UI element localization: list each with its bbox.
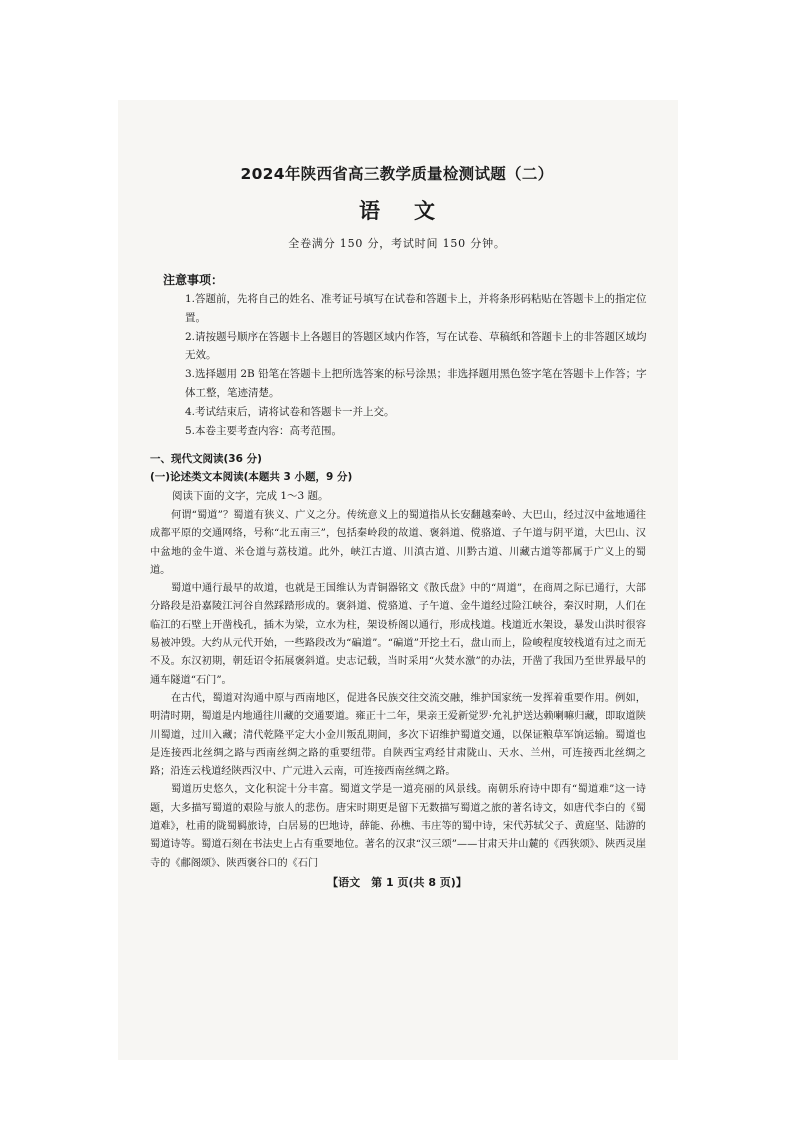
passage (150, 507, 646, 873)
passage-paragraph: 在古代，蜀道对沟通中原与西南地区，促进各民族交往交流交融，维护国家统一发挥着重要作用。例如，明清时期，蜀道是内地通往川藏的交通要道。雍正十二年，果亲王爱新觉罗·允礼护送达赖喇嘛归藏，即取道陕川蜀道，过川入藏；清代乾隆平定大小金川叛乱期间，多次下诏维护蜀道交通，以保证粮草军饷运输。蜀道也是连接西北丝绸之路与西南丝绸之路的重要纽带。自陕西宝鸡经甘肃陇山、天水、兰州，可连接西北丝绸之路；沿连云栈道经陕西汉中、广元进入云南，可连接西南丝绸之路。 (150, 692, 646, 778)
notice-item: 3.选择题用 2B 铅笔在答题卡上把所选答案的标号涂黑；非选择题用黑色签字笔在答题卡上作答；字体工整，笔迹清楚。 (185, 368, 647, 399)
exam-title: 2024年陕西省高三教学质量检测试题（二） (240, 165, 554, 183)
score-line: 全卷满分 150 分，考试时间 150 分钟。 (288, 237, 506, 250)
notice-item: 2.请按题号顺序在答题卡上各题目的答题区域内作答，写在试卷、草稿纸和答题卡上的非答题区域均无效。 (185, 330, 647, 361)
notice-item: 1.答题前，先将自己的姓名、准考证号填写在试卷和答题卡上，并将条形码粘贴在答题卡上的指定位置。 (185, 293, 647, 324)
notice-heading: 注意事项： (163, 273, 224, 287)
passage-paragraph: 蜀道历史悠久，文化积淀十分丰富。蜀道文学是一道亮丽的风景线。南朝乐府诗中即有“蜀道难”这一诗题，大多描写蜀道的艰险与旅人的悲伤。唐宋时期更是留下无数描写蜀道之旅的著名诗文，如唐代李白的《蜀道难》，杜甫的陇蜀羁旅诗，白居易的巴地诗，薛能、孙樵、韦庄等的蜀中诗，宋代苏轼父子、黄庭坚、陆游的蜀道诗等。蜀道石刻在书法史上占有重要地位。著名的汉隶“汉三颂”——甘肃天井山麓的《西狭颂》、陕西灵崖寺的《郙阁颂》、陕西褒谷口的《石门 (150, 784, 646, 869)
section-heading: 一、现代文阅读(36 分) (150, 453, 262, 465)
reading-instruction: 阅读下面的文字，完成 1～3 题。 (172, 490, 329, 502)
notice-item: 5.本卷主要考查内容：高考范围。 (185, 424, 343, 437)
page-footer: 【语文 第 1 页(共 8 页)】 (327, 876, 467, 889)
notice-list (185, 290, 647, 441)
notice-item: 4.考试结束后，请将试卷和答题卡一并上交。 (185, 405, 395, 418)
section-subheading: (一)论述类文本阅读(本题共 3 小题，9 分) (150, 471, 353, 483)
passage-paragraph: 何谓“蜀道”？蜀道有狭义、广义之分。传统意义上的蜀道指从长安翻越秦岭、大巴山，经过汉中盆地通往成都平原的交通网络，号称“北五南三”，包括秦岭段的故道、褒斜道、傥骆道、子午道与阴平道，大巴山、汉中盆地的金牛道、米仓道与荔枝道。此外，峡江古道、川滇古道、川黔古道、川藏古道等都属于广义上的蜀道。 (150, 510, 646, 576)
subject-title: 语文 (359, 199, 469, 223)
passage-paragraph: 蜀道中通行最早的故道，也就是王国维认为青铜器铭文《散氏盘》中的“周道”，在商周之际已通行，大部分路段是沿嘉陵江河谷自然踩踏形成的。褒斜道、傥骆道、子午道、金牛道经过险江峡谷，秦汉时期，人们在临江的石壁上开凿栈孔，插木为梁，立水为柱，架设桥阁以通行，形成栈道。栈道近水架设，暴发山洪时很容易被冲毁。大约从元代开始，一些路段改为“碥道”。“碥道”开挖土石，盘山而上，险峻程度较栈道有过之而无不及。东汉初期，朝廷诏令拓展褒斜道。史志记载，当时采用“火焚水激”的办法，开凿了我国乃至世界最早的通车隧道“石门”。 (150, 583, 646, 686)
